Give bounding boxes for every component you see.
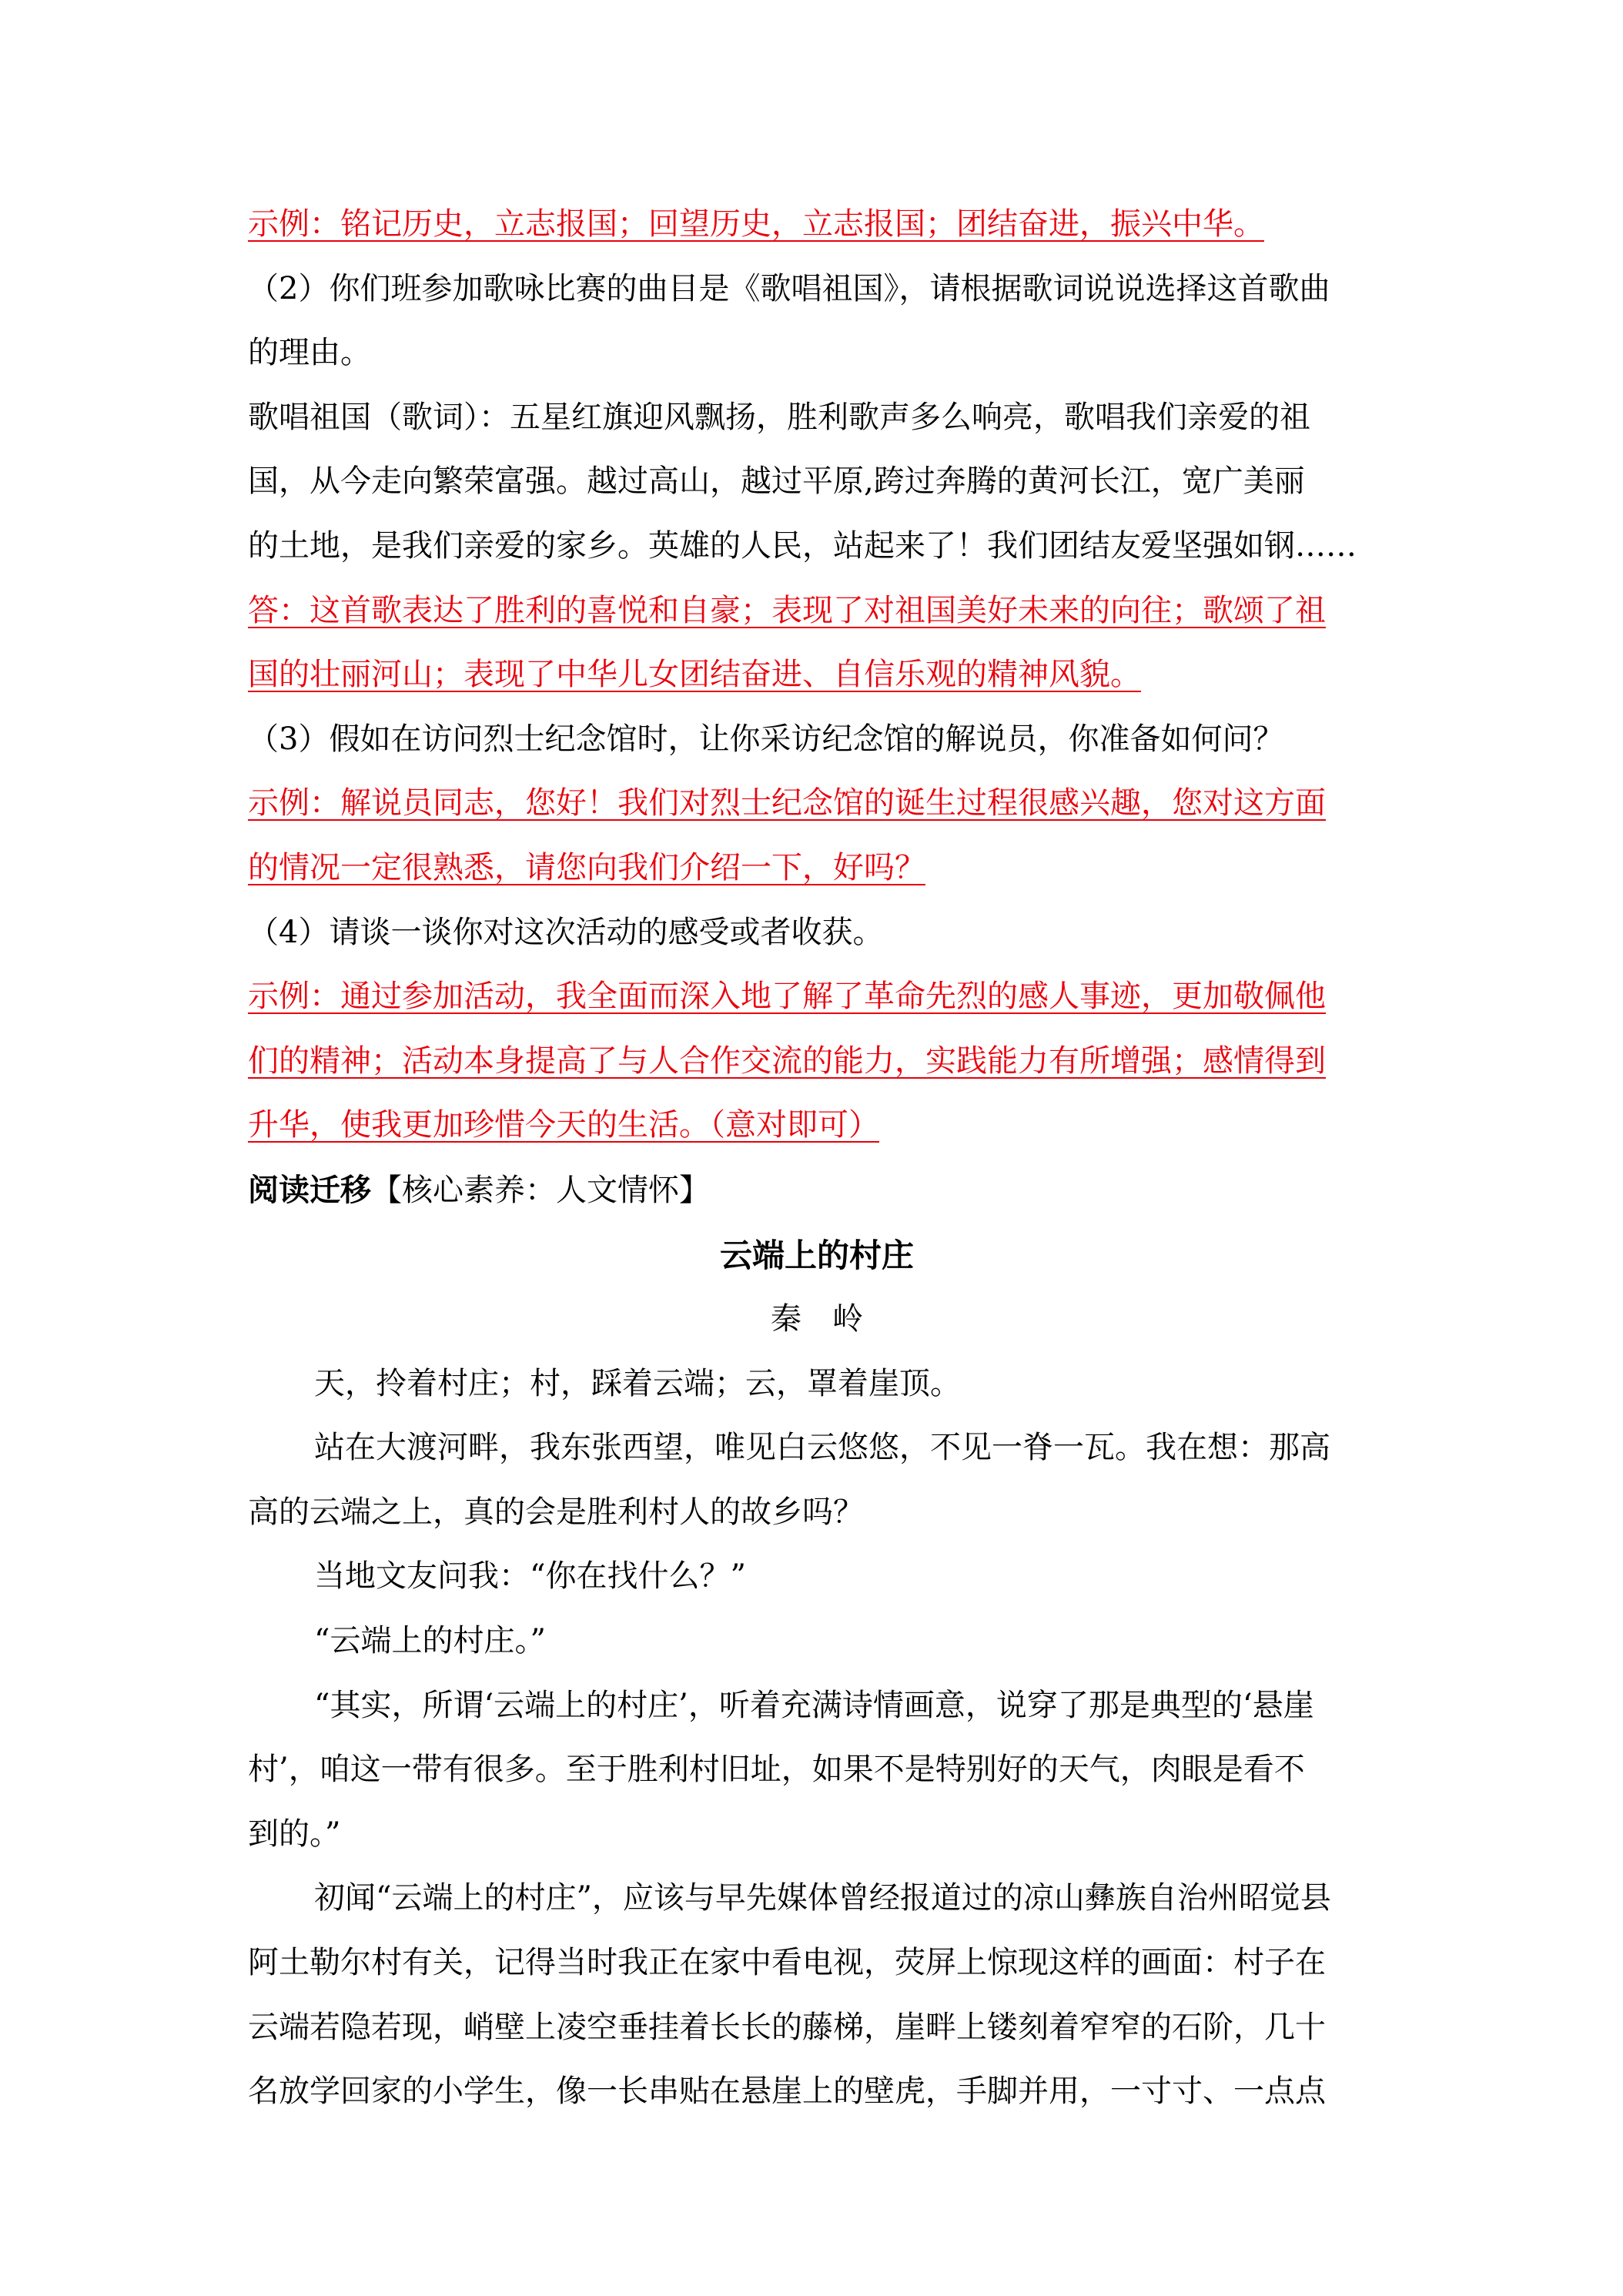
q1-answer-line-1: 示例：铭记历史，立志报国；回望历史，立志报国；团结奋进，振兴中华。 [248,206,1264,242]
article-paragraph-6-line-4: 名放学回家的小学生，像一长串贴在悬崖上的壁虎，手脚并用，一寸寸、一点点 [248,2073,1326,2110]
article-paragraph-4: “云端上的村庄。” [314,1623,546,1659]
reading-section-label: 阅读迁移 [248,1171,371,1208]
q3-question: （3）假如在访问烈士纪念馆时，让你采访纪念馆的解说员，你准备如何问？ [248,721,1284,757]
q2-lyrics-line-1: 歌唱祖国（歌词）：五星红旗迎风飘扬，胜利歌声多么响亮，歌唱我们亲爱的祖 [248,399,1310,435]
article-paragraph-2-line-2: 高的云端之上，真的会是胜利村人的故乡吗？ [248,1494,864,1530]
q3-answer-line-2: 的情况一定很熟悉，请您向我们介绍一下，好吗？ [248,849,925,885]
q4-question: （4）请谈一谈你对这次活动的感受或者收获。 [248,914,884,950]
q2-question-line-2: 的理由。 [248,335,371,371]
q4-answer-line-1: 示例：通过参加活动，我全面而深入地了解了革命先烈的感人事迹，更加敬佩他 [248,979,1326,1015]
article-paragraph-3: 当地文友问我：“你在找什么？” [314,1558,746,1595]
q3-answer-line-1: 示例：解说员同志，您好！我们对烈士纪念馆的诞生过程很感兴趣，您对这方面 [248,785,1326,822]
article-paragraph-5-line-3: 到的。” [248,1816,341,1852]
article-paragraph-5-line-2: 村’，咱这一带有很多。至于胜利村旧址，如果不是特别好的天气，肉眼是看不 [248,1752,1305,1788]
article-paragraph-2-line-1: 站在大渡河畔，我东张西望，唯见白云悠悠，不见一脊一瓦。我在想：那高 [314,1430,1330,1466]
document-page [248,192,1386,2124]
reading-section-heading [248,1158,1386,1223]
article-paragraph-1: 天，拎着村庄；村，踩着云端；云，罩着崖顶。 [314,1365,961,1401]
q2-answer-line-2: 国的壮丽河山；表现了中华儿女团结奋进、自信乐观的精神风貌。 [248,657,1141,693]
article-paragraph-5-line-1: “其实，所谓‘云端上的村庄’，听着充满诗情画意，说穿了那是典型的‘悬崖 [314,1687,1314,1723]
q2-lyrics-line-3: 的土地，是我们亲爱的家乡。英雄的人民，站起来了！我们团结友爱坚强如钢…… [248,527,1357,564]
article-title: 云端上的村庄 [719,1236,914,1274]
article-paragraph-6-line-1: 初闻“云端上的村庄”，应该与早先媒体曾经报道过的凉山彝族自治州昭觉县 [314,1880,1331,1916]
article-author: 秦 岭 [771,1301,863,1337]
reading-section-tag: 【核心素养：人文情怀】 [371,1172,710,1208]
q2-question-line-1: （2）你们班参加歌咏比赛的曲目是《歌唱祖国》，请根据歌词说说选择这首歌曲 [248,270,1330,306]
article-paragraph-6-line-3: 云端若隐若现，峭壁上凌空垂挂着长长的藤梯，崖畔上镂刻着窄窄的石阶，几十 [248,2009,1326,2045]
q2-answer-line-1: 答：这首歌表达了胜利的喜悦和自豪；表现了对祖国美好未来的向往；歌颂了祖 [248,592,1326,628]
q4-answer-line-2: 们的精神；活动本身提高了与人合作交流的能力，实践能力有所增强；感情得到 [248,1043,1326,1079]
q2-lyrics-line-2: 国，从今走向繁荣富强。越过高山，越过平原,跨过奔腾的黄河长江，宽广美丽 [248,464,1305,500]
article-paragraph-6-line-2: 阿土勒尔村有关，记得当时我正在家中看电视，荧屏上惊现这样的画面：村子在 [248,1945,1326,1981]
q4-answer-line-3: 升华，使我更加珍惜今天的生活。（意对即可） [248,1107,879,1143]
